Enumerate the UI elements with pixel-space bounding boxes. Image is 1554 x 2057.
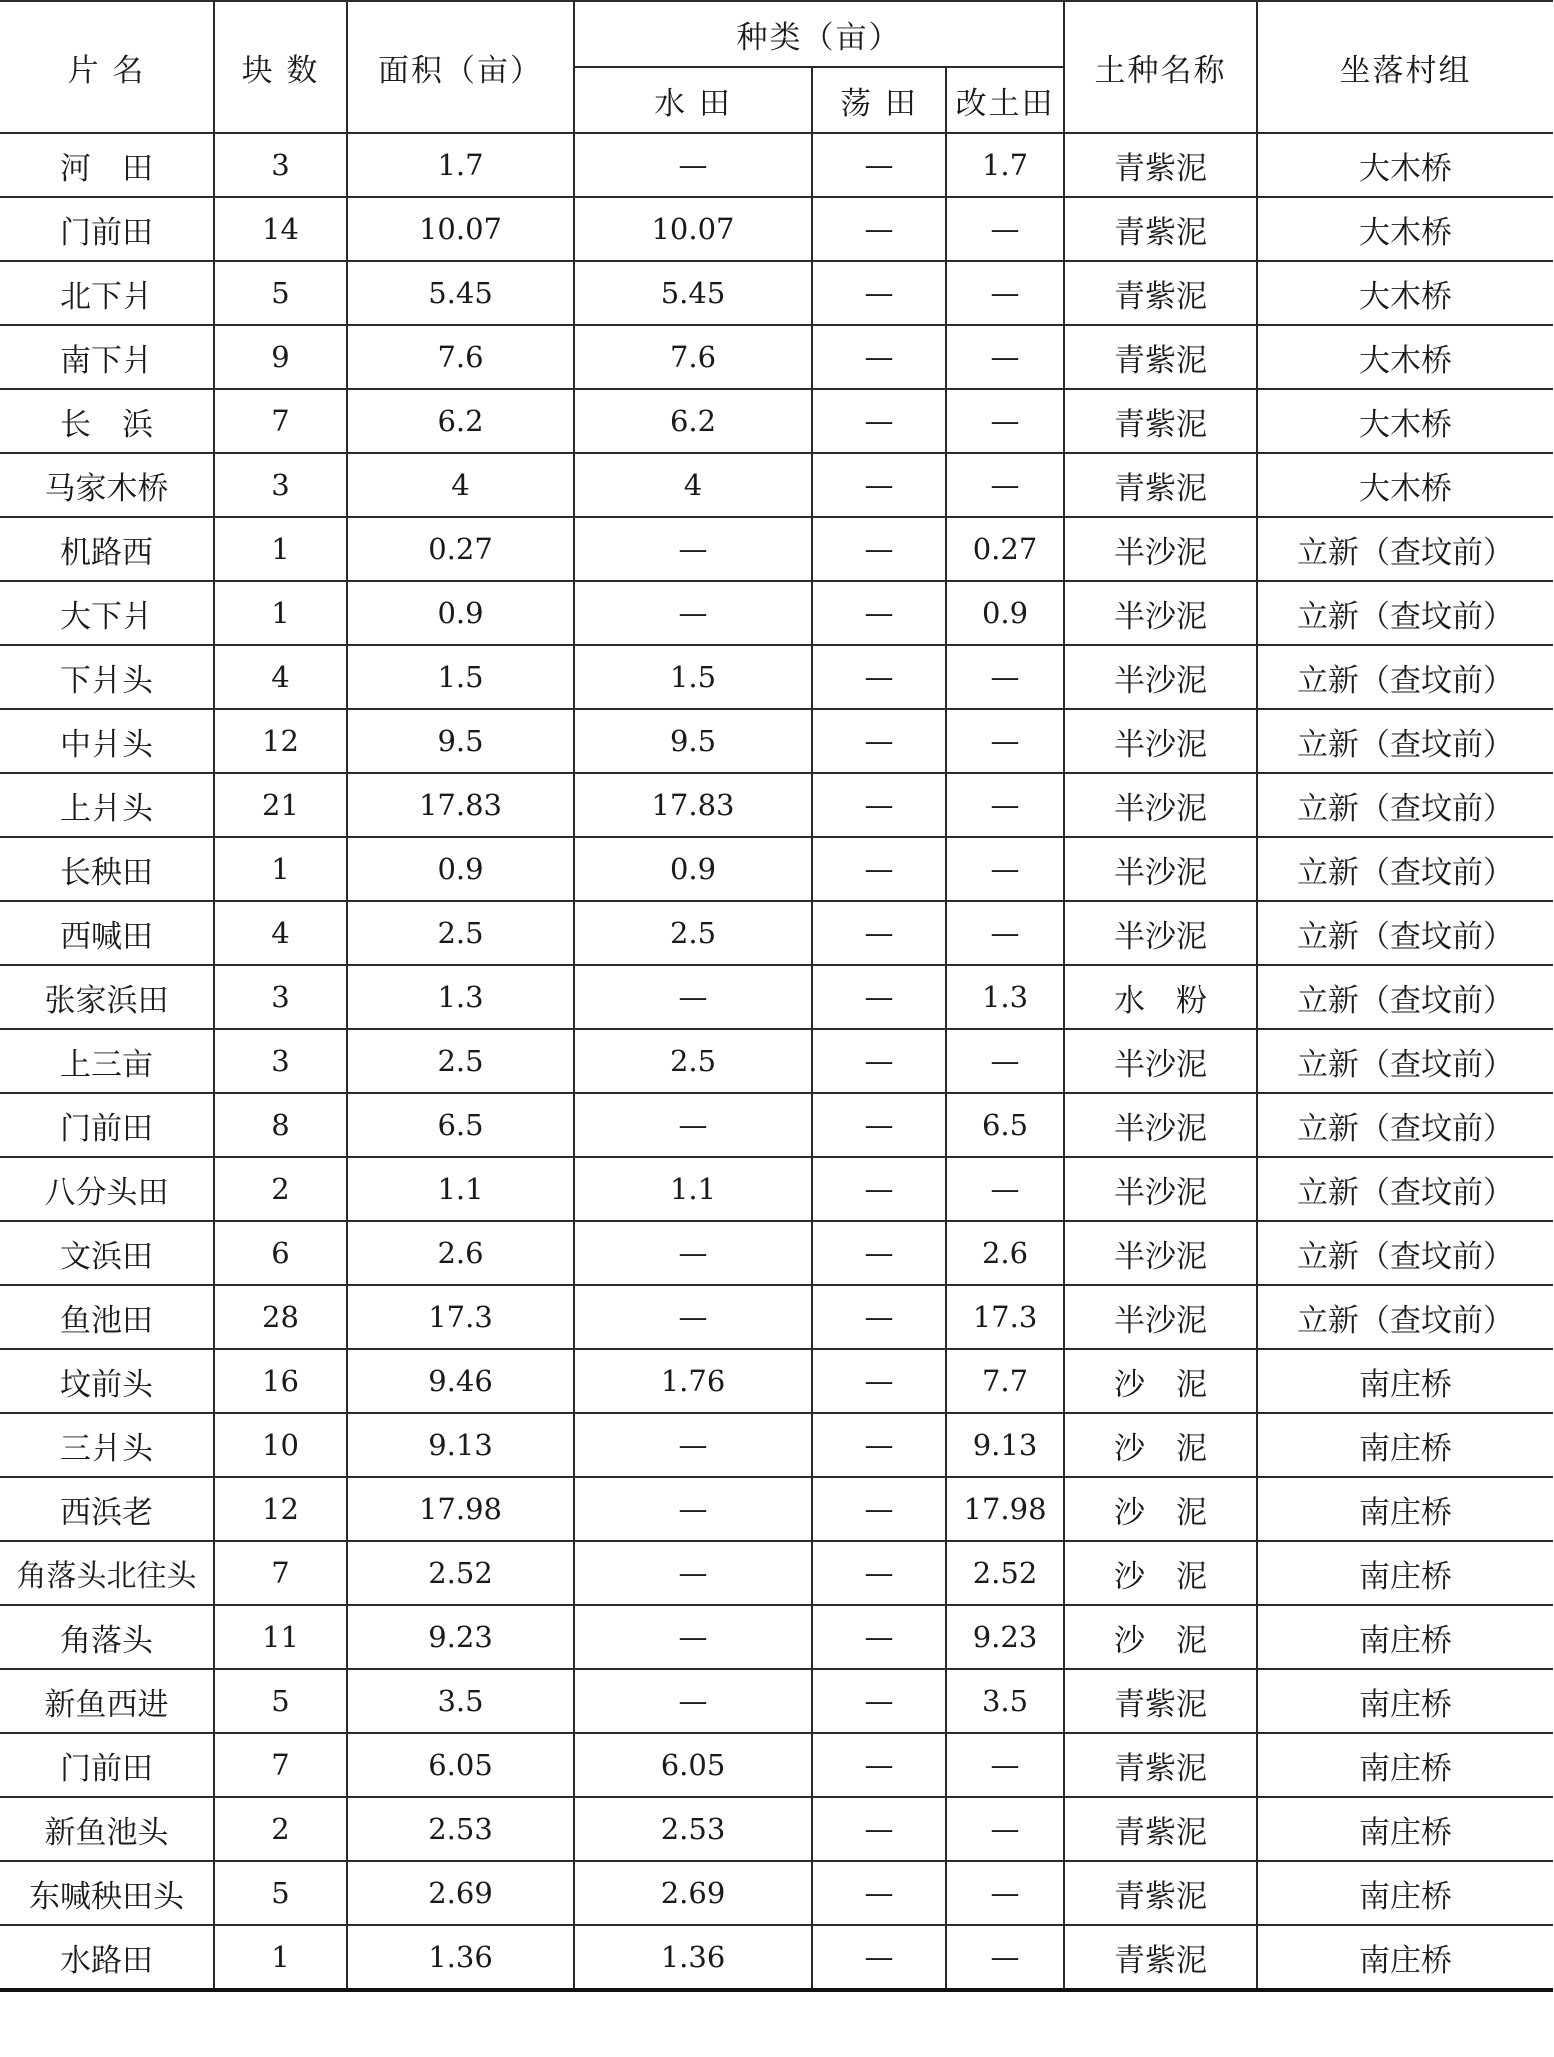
cell-name: 北下爿 bbox=[0, 261, 214, 325]
cell-soil: 半沙泥 bbox=[1064, 1093, 1257, 1157]
cell-marsh: — bbox=[812, 517, 946, 581]
cell-soil: 青紫泥 bbox=[1064, 389, 1257, 453]
cell-count: 5 bbox=[214, 1669, 347, 1733]
cell-name: 上三亩 bbox=[0, 1029, 214, 1093]
cell-count: 9 bbox=[214, 325, 347, 389]
header-converted: 改土田 bbox=[946, 67, 1064, 133]
cell-village: 大木桥 bbox=[1257, 325, 1553, 389]
cell-converted: 9.23 bbox=[946, 1605, 1064, 1669]
table-row bbox=[0, 965, 1553, 1029]
cell-name: 水路田 bbox=[0, 1925, 214, 1990]
cell-village: 南庄桥 bbox=[1257, 1861, 1553, 1925]
cell-converted: — bbox=[946, 645, 1064, 709]
table-row bbox=[0, 1477, 1553, 1541]
cell-converted: — bbox=[946, 1029, 1064, 1093]
table-row bbox=[0, 1733, 1553, 1797]
header-area: 面积（亩） bbox=[347, 1, 574, 133]
cell-marsh: — bbox=[812, 1029, 946, 1093]
cell-marsh: — bbox=[812, 1157, 946, 1221]
cell-name: 角落头北往头 bbox=[0, 1541, 214, 1605]
cell-count: 3 bbox=[214, 453, 347, 517]
cell-marsh: — bbox=[812, 773, 946, 837]
table-row bbox=[0, 1861, 1553, 1925]
cell-paddy: 2.5 bbox=[574, 901, 812, 965]
cell-converted: — bbox=[946, 1925, 1064, 1990]
cell-converted: 17.98 bbox=[946, 1477, 1064, 1541]
cell-village: 南庄桥 bbox=[1257, 1413, 1553, 1477]
cell-converted: — bbox=[946, 1157, 1064, 1221]
cell-name: 新鱼西进 bbox=[0, 1669, 214, 1733]
cell-village: 立新（查坟前） bbox=[1257, 517, 1553, 581]
cell-converted: — bbox=[946, 1797, 1064, 1861]
cell-area: 2.5 bbox=[347, 901, 574, 965]
cell-area: 9.46 bbox=[347, 1349, 574, 1413]
cell-converted: — bbox=[946, 901, 1064, 965]
cell-count: 8 bbox=[214, 1093, 347, 1157]
cell-village: 立新（查坟前） bbox=[1257, 1093, 1553, 1157]
cell-area: 9.13 bbox=[347, 1413, 574, 1477]
cell-count: 3 bbox=[214, 1029, 347, 1093]
cell-village: 南庄桥 bbox=[1257, 1797, 1553, 1861]
cell-paddy: — bbox=[574, 1285, 812, 1349]
cell-name: 三爿头 bbox=[0, 1413, 214, 1477]
table-row bbox=[0, 1029, 1553, 1093]
cell-village: 大木桥 bbox=[1257, 261, 1553, 325]
cell-soil: 沙 泥 bbox=[1064, 1413, 1257, 1477]
cell-count: 1 bbox=[214, 517, 347, 581]
cell-marsh: — bbox=[812, 1605, 946, 1669]
cell-marsh: — bbox=[812, 1541, 946, 1605]
cell-village: 大木桥 bbox=[1257, 389, 1553, 453]
cell-name: 大下爿 bbox=[0, 581, 214, 645]
cell-count: 12 bbox=[214, 1477, 347, 1541]
cell-area: 17.98 bbox=[347, 1477, 574, 1541]
cell-village: 立新（查坟前） bbox=[1257, 1157, 1553, 1221]
cell-count: 3 bbox=[214, 965, 347, 1029]
cell-paddy: 2.5 bbox=[574, 1029, 812, 1093]
cell-soil: 青紫泥 bbox=[1064, 1861, 1257, 1925]
cell-area: 0.27 bbox=[347, 517, 574, 581]
header-name: 片 名 bbox=[0, 1, 214, 133]
header-paddy: 水 田 bbox=[574, 67, 812, 133]
table-row bbox=[0, 261, 1553, 325]
cell-name: 门前田 bbox=[0, 1093, 214, 1157]
cell-village: 立新（查坟前） bbox=[1257, 965, 1553, 1029]
cell-count: 3 bbox=[214, 133, 347, 197]
cell-paddy: — bbox=[574, 1413, 812, 1477]
cell-converted: — bbox=[946, 453, 1064, 517]
cell-count: 7 bbox=[214, 389, 347, 453]
cell-area: 1.7 bbox=[347, 133, 574, 197]
cell-name: 门前田 bbox=[0, 1733, 214, 1797]
cell-marsh: — bbox=[812, 1733, 946, 1797]
table-row bbox=[0, 197, 1553, 261]
cell-marsh: — bbox=[812, 1477, 946, 1541]
cell-count: 10 bbox=[214, 1413, 347, 1477]
cell-paddy: — bbox=[574, 1605, 812, 1669]
table-row bbox=[0, 1669, 1553, 1733]
cell-name: 门前田 bbox=[0, 197, 214, 261]
cell-marsh: — bbox=[812, 1285, 946, 1349]
cell-soil: 沙 泥 bbox=[1064, 1349, 1257, 1413]
cell-converted: 3.5 bbox=[946, 1669, 1064, 1733]
cell-name: 新鱼池头 bbox=[0, 1797, 214, 1861]
table-row bbox=[0, 1605, 1553, 1669]
cell-count: 12 bbox=[214, 709, 347, 773]
cell-marsh: — bbox=[812, 901, 946, 965]
cell-name: 鱼池田 bbox=[0, 1285, 214, 1349]
table-row bbox=[0, 645, 1553, 709]
cell-converted: 2.52 bbox=[946, 1541, 1064, 1605]
cell-village: 大木桥 bbox=[1257, 453, 1553, 517]
cell-village: 南庄桥 bbox=[1257, 1669, 1553, 1733]
cell-soil: 沙 泥 bbox=[1064, 1605, 1257, 1669]
cell-soil: 半沙泥 bbox=[1064, 517, 1257, 581]
cell-village: 立新（查坟前） bbox=[1257, 773, 1553, 837]
cell-name: 中爿头 bbox=[0, 709, 214, 773]
cell-name: 文浜田 bbox=[0, 1221, 214, 1285]
cell-paddy: 0.9 bbox=[574, 837, 812, 901]
cell-village: 大木桥 bbox=[1257, 197, 1553, 261]
cell-paddy: — bbox=[574, 1541, 812, 1605]
cell-paddy: 10.07 bbox=[574, 197, 812, 261]
cell-village: 南庄桥 bbox=[1257, 1477, 1553, 1541]
cell-area: 2.52 bbox=[347, 1541, 574, 1605]
table-row bbox=[0, 453, 1553, 517]
cell-converted: — bbox=[946, 325, 1064, 389]
cell-name: 长 浜 bbox=[0, 389, 214, 453]
cell-paddy: 4 bbox=[574, 453, 812, 517]
cell-converted: 17.3 bbox=[946, 1285, 1064, 1349]
cell-count: 5 bbox=[214, 261, 347, 325]
cell-soil: 沙 泥 bbox=[1064, 1477, 1257, 1541]
cell-soil: 半沙泥 bbox=[1064, 1221, 1257, 1285]
cell-marsh: — bbox=[812, 453, 946, 517]
cell-soil: 半沙泥 bbox=[1064, 1029, 1257, 1093]
cell-village: 南庄桥 bbox=[1257, 1605, 1553, 1669]
cell-converted: 1.7 bbox=[946, 133, 1064, 197]
cell-paddy: 6.05 bbox=[574, 1733, 812, 1797]
cell-soil: 青紫泥 bbox=[1064, 453, 1257, 517]
cell-area: 17.3 bbox=[347, 1285, 574, 1349]
cell-paddy: — bbox=[574, 133, 812, 197]
cell-converted: 7.7 bbox=[946, 1349, 1064, 1413]
table-row bbox=[0, 1221, 1553, 1285]
cell-area: 17.83 bbox=[347, 773, 574, 837]
table-row bbox=[0, 581, 1553, 645]
cell-marsh: — bbox=[812, 1925, 946, 1990]
cell-name: 上爿头 bbox=[0, 773, 214, 837]
cell-count: 6 bbox=[214, 1221, 347, 1285]
cell-name: 角落头 bbox=[0, 1605, 214, 1669]
header-count: 块 数 bbox=[214, 1, 347, 133]
cell-paddy: — bbox=[574, 1477, 812, 1541]
cell-name: 机路西 bbox=[0, 517, 214, 581]
cell-soil: 青紫泥 bbox=[1064, 1669, 1257, 1733]
cell-soil: 半沙泥 bbox=[1064, 1285, 1257, 1349]
cell-count: 1 bbox=[214, 581, 347, 645]
cell-marsh: — bbox=[812, 325, 946, 389]
cell-village: 立新（查坟前） bbox=[1257, 1285, 1553, 1349]
cell-converted: 2.6 bbox=[946, 1221, 1064, 1285]
cell-soil: 青紫泥 bbox=[1064, 197, 1257, 261]
cell-converted: 6.5 bbox=[946, 1093, 1064, 1157]
cell-converted: — bbox=[946, 261, 1064, 325]
cell-name: 西喊田 bbox=[0, 901, 214, 965]
cell-paddy: — bbox=[574, 581, 812, 645]
table-row bbox=[0, 1093, 1553, 1157]
cell-area: 10.07 bbox=[347, 197, 574, 261]
header-soil: 土种名称 bbox=[1064, 1, 1257, 133]
cell-village: 立新（查坟前） bbox=[1257, 645, 1553, 709]
cell-paddy: 2.53 bbox=[574, 1797, 812, 1861]
table-row bbox=[0, 389, 1553, 453]
table-header bbox=[0, 1, 1553, 133]
cell-converted: — bbox=[946, 197, 1064, 261]
cell-paddy: — bbox=[574, 517, 812, 581]
cell-soil: 青紫泥 bbox=[1064, 325, 1257, 389]
cell-area: 3.5 bbox=[347, 1669, 574, 1733]
header-types: 种类（亩） bbox=[574, 1, 1064, 67]
cell-count: 4 bbox=[214, 901, 347, 965]
cell-soil: 青紫泥 bbox=[1064, 261, 1257, 325]
cell-soil: 半沙泥 bbox=[1064, 773, 1257, 837]
cell-soil: 半沙泥 bbox=[1064, 837, 1257, 901]
table-row bbox=[0, 1349, 1553, 1413]
header-village: 坐落村组 bbox=[1257, 1, 1553, 133]
cell-count: 7 bbox=[214, 1541, 347, 1605]
cell-marsh: — bbox=[812, 389, 946, 453]
cell-area: 2.5 bbox=[347, 1029, 574, 1093]
cell-village: 南庄桥 bbox=[1257, 1733, 1553, 1797]
cell-name: 张家浜田 bbox=[0, 965, 214, 1029]
cell-area: 6.05 bbox=[347, 1733, 574, 1797]
cell-paddy: 7.6 bbox=[574, 325, 812, 389]
cell-paddy: — bbox=[574, 965, 812, 1029]
cell-name: 八分头田 bbox=[0, 1157, 214, 1221]
cell-soil: 半沙泥 bbox=[1064, 1157, 1257, 1221]
cell-area: 1.1 bbox=[347, 1157, 574, 1221]
cell-marsh: — bbox=[812, 1349, 946, 1413]
cell-name: 西浜老 bbox=[0, 1477, 214, 1541]
cell-village: 立新（查坟前） bbox=[1257, 709, 1553, 773]
table-row bbox=[0, 709, 1553, 773]
cell-village: 立新（查坟前） bbox=[1257, 581, 1553, 645]
cell-marsh: — bbox=[812, 261, 946, 325]
cell-paddy: — bbox=[574, 1221, 812, 1285]
cell-area: 4 bbox=[347, 453, 574, 517]
cell-converted: — bbox=[946, 1861, 1064, 1925]
cell-converted: — bbox=[946, 389, 1064, 453]
cell-converted: — bbox=[946, 837, 1064, 901]
cell-area: 0.9 bbox=[347, 837, 574, 901]
cell-soil: 半沙泥 bbox=[1064, 709, 1257, 773]
cell-area: 1.36 bbox=[347, 1925, 574, 1990]
table-row bbox=[0, 1541, 1553, 1605]
table-row bbox=[0, 837, 1553, 901]
cell-name: 马家木桥 bbox=[0, 453, 214, 517]
table-row bbox=[0, 1285, 1553, 1349]
cell-name: 下爿头 bbox=[0, 645, 214, 709]
cell-soil: 青紫泥 bbox=[1064, 1925, 1257, 1990]
cell-name: 长秧田 bbox=[0, 837, 214, 901]
cell-soil: 青紫泥 bbox=[1064, 133, 1257, 197]
cell-count: 2 bbox=[214, 1797, 347, 1861]
cell-count: 16 bbox=[214, 1349, 347, 1413]
cell-paddy: 1.76 bbox=[574, 1349, 812, 1413]
cell-paddy: 6.2 bbox=[574, 389, 812, 453]
cell-converted: 9.13 bbox=[946, 1413, 1064, 1477]
cell-area: 6.2 bbox=[347, 389, 574, 453]
cell-count: 4 bbox=[214, 645, 347, 709]
cell-village: 南庄桥 bbox=[1257, 1541, 1553, 1605]
cell-village: 立新（查坟前） bbox=[1257, 1029, 1553, 1093]
cell-name: 河 田 bbox=[0, 133, 214, 197]
cell-paddy: 2.69 bbox=[574, 1861, 812, 1925]
cell-village: 立新（查坟前） bbox=[1257, 1221, 1553, 1285]
cell-area: 0.9 bbox=[347, 581, 574, 645]
cell-count: 5 bbox=[214, 1861, 347, 1925]
cell-soil: 半沙泥 bbox=[1064, 901, 1257, 965]
cell-area: 9.23 bbox=[347, 1605, 574, 1669]
cell-area: 6.5 bbox=[347, 1093, 574, 1157]
cell-paddy: 5.45 bbox=[574, 261, 812, 325]
cell-marsh: — bbox=[812, 1093, 946, 1157]
cell-area: 2.69 bbox=[347, 1861, 574, 1925]
cell-soil: 青紫泥 bbox=[1064, 1797, 1257, 1861]
cell-village: 立新（查坟前） bbox=[1257, 901, 1553, 965]
cell-count: 21 bbox=[214, 773, 347, 837]
table-row bbox=[0, 1925, 1553, 1990]
cell-count: 7 bbox=[214, 1733, 347, 1797]
cell-marsh: — bbox=[812, 1797, 946, 1861]
cell-area: 1.5 bbox=[347, 645, 574, 709]
cell-converted: — bbox=[946, 709, 1064, 773]
cell-marsh: — bbox=[812, 1221, 946, 1285]
cell-marsh: — bbox=[812, 965, 946, 1029]
cell-marsh: — bbox=[812, 709, 946, 773]
cell-count: 1 bbox=[214, 837, 347, 901]
cell-name: 东喊秧田头 bbox=[0, 1861, 214, 1925]
table-row bbox=[0, 133, 1553, 197]
cell-village: 南庄桥 bbox=[1257, 1925, 1553, 1990]
cell-village: 立新（查坟前） bbox=[1257, 837, 1553, 901]
cell-village: 南庄桥 bbox=[1257, 1349, 1553, 1413]
cell-paddy: — bbox=[574, 1093, 812, 1157]
cell-name: 坟前头 bbox=[0, 1349, 214, 1413]
cell-marsh: — bbox=[812, 645, 946, 709]
cell-marsh: — bbox=[812, 1669, 946, 1733]
cell-paddy: — bbox=[574, 1669, 812, 1733]
cell-count: 11 bbox=[214, 1605, 347, 1669]
cell-paddy: 17.83 bbox=[574, 773, 812, 837]
cell-marsh: — bbox=[812, 1861, 946, 1925]
cell-marsh: — bbox=[812, 837, 946, 901]
cell-paddy: 1.5 bbox=[574, 645, 812, 709]
table-row bbox=[0, 1797, 1553, 1861]
cell-soil: 沙 泥 bbox=[1064, 1541, 1257, 1605]
cell-converted: 0.27 bbox=[946, 517, 1064, 581]
cell-marsh: — bbox=[812, 1413, 946, 1477]
cell-area: 7.6 bbox=[347, 325, 574, 389]
cell-converted: — bbox=[946, 773, 1064, 837]
cell-marsh: — bbox=[812, 197, 946, 261]
cell-count: 28 bbox=[214, 1285, 347, 1349]
table-row bbox=[0, 773, 1553, 837]
cell-converted: 1.3 bbox=[946, 965, 1064, 1029]
cell-count: 14 bbox=[214, 197, 347, 261]
cell-soil: 水 粉 bbox=[1064, 965, 1257, 1029]
cell-paddy: 1.36 bbox=[574, 1925, 812, 1990]
cell-converted: — bbox=[946, 1733, 1064, 1797]
table-row bbox=[0, 325, 1553, 389]
cell-area: 1.3 bbox=[347, 965, 574, 1029]
cell-marsh: — bbox=[812, 133, 946, 197]
cell-paddy: 9.5 bbox=[574, 709, 812, 773]
cell-marsh: — bbox=[812, 581, 946, 645]
cell-soil: 青紫泥 bbox=[1064, 1733, 1257, 1797]
cell-soil: 半沙泥 bbox=[1064, 581, 1257, 645]
cell-soil: 半沙泥 bbox=[1064, 645, 1257, 709]
table-row bbox=[0, 1157, 1553, 1221]
cell-village: 大木桥 bbox=[1257, 133, 1553, 197]
cell-converted: 0.9 bbox=[946, 581, 1064, 645]
cell-count: 2 bbox=[214, 1157, 347, 1221]
cell-paddy: 1.1 bbox=[574, 1157, 812, 1221]
table-row bbox=[0, 1413, 1553, 1477]
table-body bbox=[0, 133, 1553, 1990]
cell-area: 5.45 bbox=[347, 261, 574, 325]
cell-name: 南下爿 bbox=[0, 325, 214, 389]
cell-area: 2.53 bbox=[347, 1797, 574, 1861]
table-row bbox=[0, 517, 1553, 581]
table-row bbox=[0, 901, 1553, 965]
cell-count: 1 bbox=[214, 1925, 347, 1990]
cell-area: 2.6 bbox=[347, 1221, 574, 1285]
cell-area: 9.5 bbox=[347, 709, 574, 773]
header-marsh: 荡 田 bbox=[812, 67, 946, 133]
